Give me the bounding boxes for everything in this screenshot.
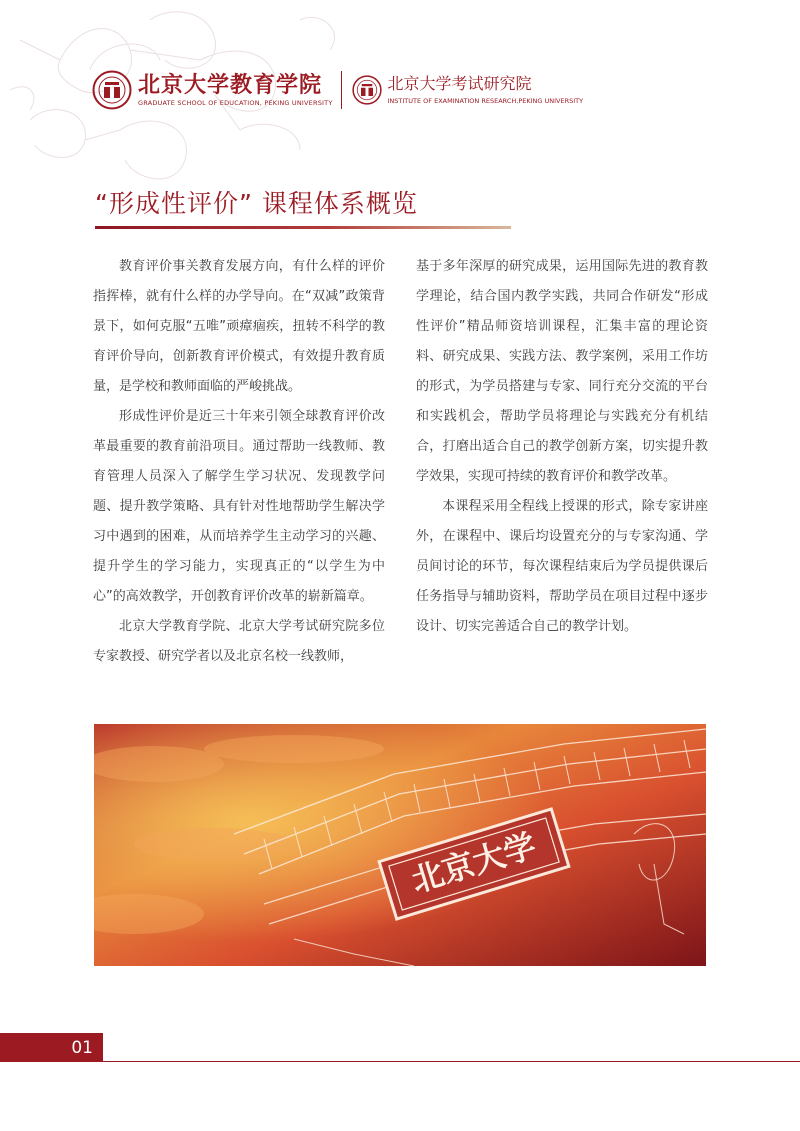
- graduate-school-name-en: GRADUATE SCHOOL OF EDUCATION, PEKING UNIVERSITY: [138, 98, 333, 107]
- graduate-school-name-cn: 北京大学教育学院: [138, 71, 323, 98]
- page-number-bar: [0, 1033, 103, 1062]
- paragraph: 本课程采用全程线上授课的形式，除专家讲座外，在课程中、课后均设置充分的与专家沟通、学员间讨论的环节，每次课程结束后为学员提供课后任务指导与辅助资料，帮助学员在项目过程中逐步设计、切实完善适合自己的教学计划。: [416, 499, 708, 634]
- title-underline: [95, 226, 511, 229]
- paragraph: 北京大学教育学院、北京大学考试研究院多位专家教授、研究学者以及北京名校一线教师，: [93, 619, 385, 664]
- footer-line: [103, 1061, 800, 1062]
- peking-university-seal-icon: [92, 70, 132, 110]
- peking-university-seal-icon: [352, 75, 382, 105]
- examination-institute-name-en: INSTITUTE OF EXAMINATION RESEARCH,PEKING UNIVERSITY: [387, 97, 584, 105]
- logo-divider: [341, 71, 342, 109]
- header-logos: [92, 66, 583, 114]
- page-number: 01: [71, 1038, 93, 1058]
- plaque-text: 北京大学: [406, 826, 541, 900]
- examination-institute-logo: [388, 75, 584, 105]
- paragraph: 形成性评价是近三十年来引领全球教育评价改革最重要的教育前沿项目。通过帮助一线教师、教育管理人员深入了解学生学习状况、发现教学问题、提升教学策略、具有针对性地帮助学生解决学习中遇到的困难，从而培养学生主动学习的兴趣、提升学生的学习能力，实现真正的“以学生为中心”的高效教学，开创教育评价改革的崭新篇章。: [93, 409, 385, 604]
- examination-institute-name-cn: 北京大学考试研究院: [387, 74, 532, 93]
- graduate-school-logo: [138, 71, 333, 107]
- paragraph: 基于多年深厚的研究成果，运用国际先进的教育教学理论，结合国内教学实践，共同合作研发“形成性评价”精品师资培训课程，汇集丰富的理论资料、研究成果、实践方法、教学案例，采用工作坊的形式，为学员搭建与专家、同行充分交流的平台和实践机会，帮助学员将理论与实践充分有机结合，打磨出适合自己的教学创新方案，切实提升教学效果，实现可持续的教育评价和教学改革。: [416, 259, 708, 484]
- page-title: “形成性评价” 课程体系概览: [95, 189, 418, 218]
- peking-university-gate-image: [94, 724, 706, 966]
- text-column-right: [416, 252, 708, 642]
- paragraph: 教育评价事关教育发展方向，有什么样的评价指挥棒，就有什么样的办学导向。在“双减”政策背景下，如何克服“五唯”顽瘴痼疾，扭转不科学的教育评价导向，创新教育评价模式，有效提升教育质量，是学校和教师面临的严峻挑战。: [93, 259, 385, 394]
- text-column-left: [93, 252, 385, 672]
